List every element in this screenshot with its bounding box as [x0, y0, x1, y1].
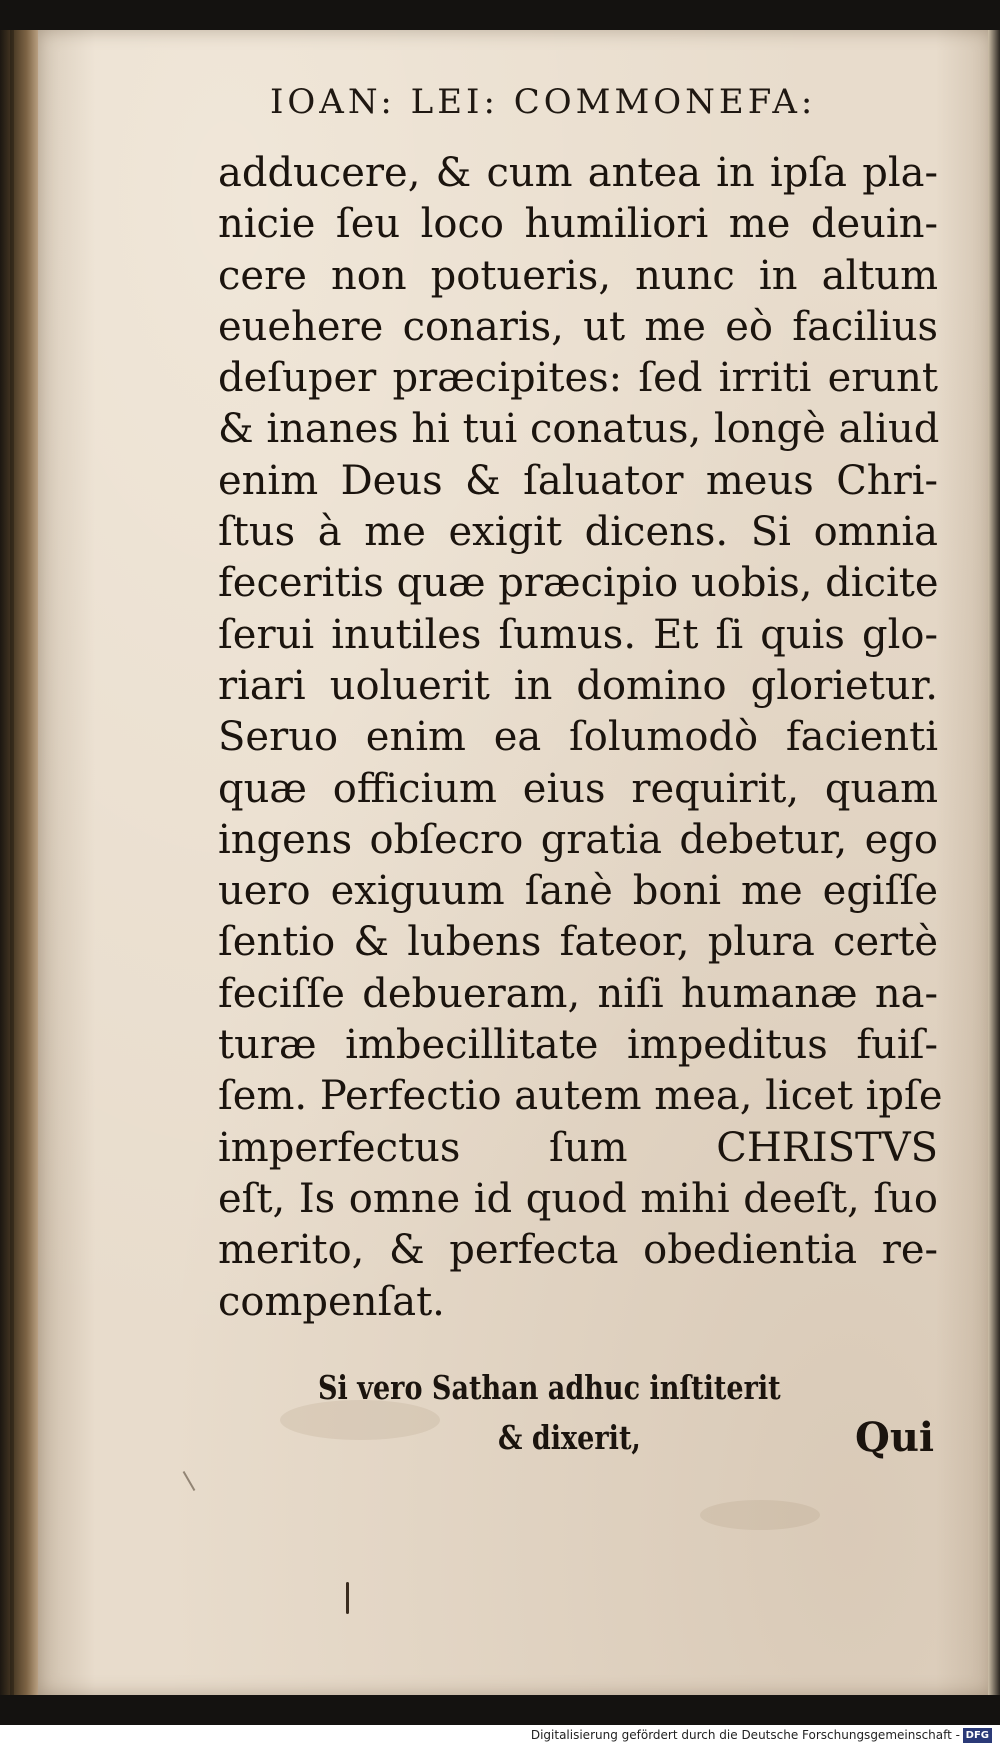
text-line: riari uoluerit in domino glorietur. — [218, 662, 938, 709]
text-line: quæ officium eius requirit, quam — [218, 765, 938, 812]
text-line: deſuper præcipites: ſed irriti erunt — [218, 355, 938, 402]
text-line: eſt, Is omne id quod mihi deeſt, ſuo — [218, 1175, 938, 1222]
catchword-line-1: Si vero Sathan adhuc inſtiterit — [318, 1368, 781, 1407]
text-line: nicie ſeu loco humiliori me deuin- — [218, 201, 938, 248]
text-line: turæ imbecillitate impeditus fuiſ- — [218, 1022, 938, 1069]
text-line: & inanes hi tui conatus, longè aliud — [218, 406, 940, 453]
text-line: uero exiguum ſanè boni me egiſſe — [218, 868, 938, 915]
text-line: euehere conaris, ut me eò facilius — [218, 303, 938, 350]
dfg-logo: DFG — [963, 1728, 992, 1743]
text-line: cere non potueris, nunc in altum — [218, 252, 938, 299]
text-line: feciſſe debueram, niſi humanæ na- — [218, 970, 938, 1017]
page-edge — [988, 30, 1000, 1695]
footer-bar — [0, 1725, 1000, 1747]
funding-notice: Digitalisierung gefördert durch die Deutsche Forschungsgemeinschaft - — [530, 1728, 960, 1742]
text-line: Seruo enim ea ſolumodò facienti — [218, 714, 938, 761]
ink-mark — [346, 1582, 349, 1614]
text-line-last: compenſat. — [218, 1278, 445, 1325]
text-line: feceritis quæ præcipio uobis, dicite — [218, 560, 939, 607]
next-page-catchword: Qui — [855, 1414, 935, 1461]
text-line: merito, & perfecta obedientia re- — [218, 1227, 938, 1274]
text-line: enim Deus & ſaluator meus Chri- — [218, 457, 938, 504]
text-line: ſem. Perfectio autem mea, licet ipſe — [218, 1073, 943, 1120]
text-line: adducere, & cum antea in ipſa pla- — [218, 150, 938, 196]
text-line: ſtus à me exigit dicens. Si omnia — [218, 509, 938, 556]
text-line: ſerui inutiles ſumus. Et ſi quis glo- — [218, 611, 938, 658]
running-head: IOAN: LEI: COMMONEFA: — [270, 82, 817, 122]
text-line: imperfectus ſum CHRISTVS — [218, 1124, 938, 1171]
catchword-line-2: & dixerit, — [498, 1418, 641, 1457]
body-text — [218, 148, 943, 1328]
text-line: ſentio & lubens fateor, plura certè — [218, 919, 938, 966]
paper-stain — [700, 1500, 820, 1530]
text-line: ingens obſecro gratia debetur, ego — [218, 816, 938, 863]
book-binding-edge — [0, 30, 38, 1695]
